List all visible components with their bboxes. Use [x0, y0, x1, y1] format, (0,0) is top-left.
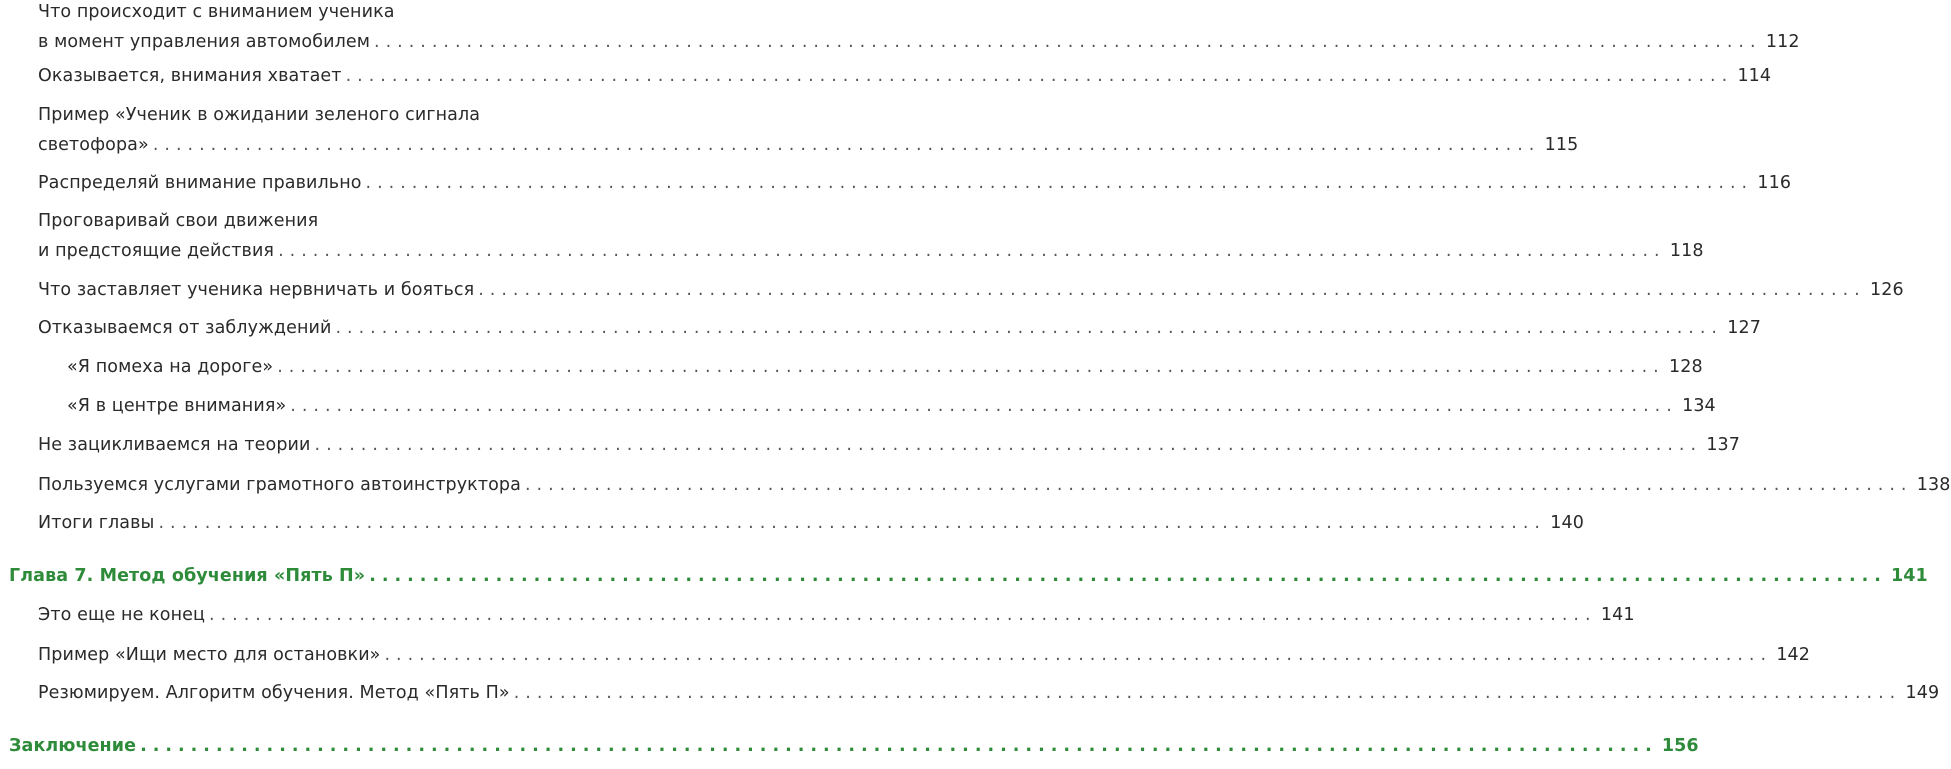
toc-page-number: 137	[1706, 435, 1741, 455]
dot-leader: ........................................................................................................................	[290, 396, 1678, 416]
toc-page-number: 138	[1916, 475, 1951, 495]
dot-leader: ........................................................................................................................	[277, 357, 1665, 377]
toc-page-number: 142	[1776, 645, 1811, 665]
toc-page-number: 134	[1682, 396, 1716, 416]
toc-page-number: 126	[1870, 280, 1904, 300]
toc-entry-title: Распределяй внимание правильно	[38, 173, 362, 193]
toc-page-number: 149	[1905, 683, 1940, 703]
toc-entry-title-line2: светофора»	[38, 135, 149, 155]
toc-entry-title: Заключение	[9, 736, 137, 756]
toc-entry-title: Не зацикливаемся на теории	[38, 435, 311, 455]
toc-chapter-heading	[9, 566, 1928, 596]
toc-entry-title: Что заставляет ученика нервничать и бояться	[38, 280, 475, 300]
toc-entry-title-line2: в момент управления автомобилем	[38, 32, 371, 52]
toc-entry	[38, 105, 1579, 165]
toc-page-number: 141	[1600, 605, 1635, 625]
dot-leader: ........................................................................................................................	[369, 566, 1887, 586]
toc-entry-title: «Я помеха на дороге»	[67, 357, 274, 377]
toc-entry	[38, 2, 1800, 62]
dot-leader: ........................................................................................................................	[335, 318, 1723, 338]
toc-page-number: 127	[1727, 318, 1761, 338]
toc-page-number: 116	[1757, 173, 1792, 193]
dot-leader: ........................................................................................................................	[278, 241, 1666, 261]
toc-page-number: 114	[1737, 66, 1772, 86]
toc-page-number: 141	[1890, 566, 1928, 586]
dot-leader: ........................................................................................................................	[478, 280, 1866, 300]
toc-entry	[38, 173, 1792, 203]
toc-entry	[38, 645, 1811, 675]
toc-subentry	[67, 357, 1703, 387]
dot-leader: ........................................................................................................................	[140, 736, 1658, 756]
toc-entry-title: Итоги главы	[38, 513, 155, 533]
toc-entry	[38, 513, 1584, 543]
dot-leader: ........................................................................................................................	[345, 66, 1734, 86]
toc-page-number: 118	[1669, 241, 1704, 261]
toc-page-number: 112	[1765, 32, 1800, 52]
toc-page-number: 156	[1661, 736, 1699, 756]
toc-entry-title: «Я в центре внимания»	[67, 396, 287, 416]
dot-leader: ........................................................................................................................	[365, 173, 1754, 193]
dot-leader: ........................................................................................................................	[384, 645, 1773, 665]
toc-entry-title-line2: и предстоящие действия	[38, 241, 275, 261]
toc-entry-title: Пример «Ищи место для остановки»	[38, 645, 381, 665]
toc-entry	[38, 475, 1951, 505]
toc-entry-title: Оказывается, внимания хватает	[38, 66, 342, 86]
toc-page-number: 128	[1669, 357, 1703, 377]
toc-entry	[38, 211, 1704, 271]
toc-entry-title: Резюмируем. Алгоритм обучения. Метод «Пять П»	[38, 683, 510, 703]
dot-leader: ........................................................................................................................	[152, 135, 1541, 155]
toc-entry-title: Глава 7. Метод обучения «Пять П»	[9, 566, 366, 586]
toc-entry-title-line1: Пример «Ученик в ожидании зеленого сигнала	[38, 105, 481, 125]
toc-entry-title-line1: Что происходит с вниманием ученика	[38, 2, 395, 22]
toc-page-number: 115	[1544, 135, 1579, 155]
dot-leader: ........................................................................................................................	[158, 513, 1546, 533]
dot-leader: ........................................................................................................................	[209, 605, 1597, 625]
dot-leader: ........................................................................................................................	[513, 683, 1902, 703]
toc-entry	[38, 318, 1761, 348]
toc-entry	[38, 280, 1904, 310]
toc-entry	[38, 435, 1741, 465]
toc-entry	[38, 683, 1940, 713]
toc-entry-title-line1: Проговаривай свои движения	[38, 211, 319, 231]
toc-chapter-heading	[9, 736, 1699, 766]
toc-entry-title: Отказываемся от заблуждений	[38, 318, 332, 338]
toc-entry-title: Пользуемся услугами грамотного автоинструктора	[38, 475, 521, 495]
toc-page-number: 140	[1550, 513, 1584, 533]
toc-subentry	[67, 396, 1716, 426]
dot-leader: ........................................................................................................................	[524, 475, 1913, 495]
toc-entry	[38, 66, 1772, 96]
dot-leader: ........................................................................................................................	[314, 435, 1703, 455]
toc-entry	[38, 605, 1635, 635]
dot-leader: ........................................................................................................................	[374, 32, 1762, 52]
toc-entry-title: Это еще не конец	[38, 605, 206, 625]
